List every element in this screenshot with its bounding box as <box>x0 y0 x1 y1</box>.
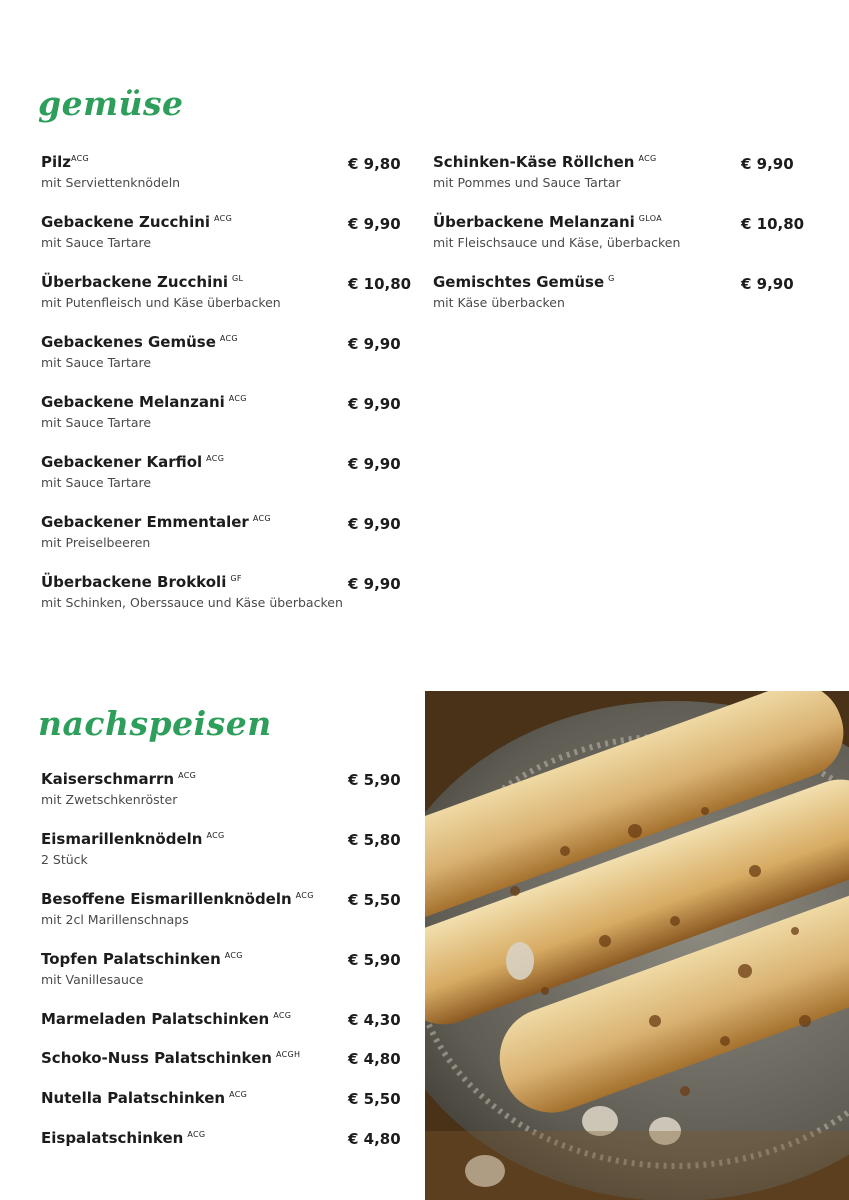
item-name: Eispalatschinken <box>41 1129 184 1147</box>
menu-item <box>41 830 224 867</box>
item-name: Eismarillenknödeln <box>41 830 203 848</box>
allergen-codes: ACG <box>206 454 225 463</box>
menu-item <box>41 333 238 370</box>
menu-item <box>41 513 271 550</box>
menu-item <box>433 273 615 310</box>
menu-item <box>433 153 657 190</box>
item-description: mit Schinken, Oberssauce und Käse überbacken <box>41 595 343 610</box>
item-description: mit Käse überbacken <box>433 295 565 310</box>
item-price: € 9,90 <box>348 455 401 473</box>
item-description: mit Zwetschkenröster <box>41 792 178 807</box>
allergen-codes: ACG <box>252 514 271 523</box>
item-name: Überbackene Melanzani <box>433 213 635 231</box>
item-name: Gebackener Karfiol <box>41 453 203 471</box>
item-price: € 10,80 <box>348 275 412 293</box>
item-description: mit Sauce Tartare <box>41 415 152 430</box>
menu-item <box>41 950 243 987</box>
item-description: mit Putenfleisch und Käse überbacken <box>41 295 281 310</box>
item-description: mit 2cl Marillenschnaps <box>41 912 189 927</box>
item-name: Schoko-Nuss Palatschinken <box>41 1049 272 1067</box>
item-description: mit Serviettenknödeln <box>41 175 181 190</box>
allergen-codes: GF <box>230 574 242 583</box>
item-price: € 5,50 <box>348 1090 401 1108</box>
menu-item <box>41 1129 205 1147</box>
item-price: € 9,90 <box>741 275 794 293</box>
item-price: € 9,90 <box>348 575 401 593</box>
item-description: mit Fleischsauce und Käse, überbacken <box>433 235 681 250</box>
item-name: Marmeladen Palatschinken <box>41 1010 270 1028</box>
menu-item <box>433 213 680 250</box>
item-price: € 9,90 <box>348 395 401 413</box>
item-description: mit Sauce Tartare <box>41 355 152 370</box>
item-name: Gebackene Melanzani <box>41 393 225 411</box>
item-name: Überbackene Zucchini <box>41 273 229 291</box>
menu-item <box>41 890 314 927</box>
item-price: € 5,90 <box>348 951 401 969</box>
item-name: Gebackenes Gemüse <box>41 333 216 351</box>
item-description: mit Pommes und Sauce Tartar <box>433 175 621 190</box>
allergen-codes: ACG <box>638 154 657 163</box>
menu-item <box>41 453 224 490</box>
item-name: Gemischtes Gemüse <box>433 273 605 291</box>
item-name: Gebackene Zucchini <box>41 213 211 231</box>
allergen-codes: ACG <box>214 214 233 223</box>
item-price: € 9,90 <box>348 215 401 233</box>
allergen-codes: GLOA <box>638 214 662 223</box>
menu-item <box>41 273 281 310</box>
allergen-codes: G <box>608 274 615 283</box>
item-price: € 10,80 <box>741 215 805 233</box>
item-price: € 5,90 <box>348 771 401 789</box>
allergen-codes: ACG <box>206 831 225 840</box>
item-price: € 9,90 <box>348 335 401 353</box>
item-description: 2 Stück <box>41 852 88 867</box>
item-price: € 9,90 <box>348 515 401 533</box>
allergen-codes: ACG <box>229 1090 248 1099</box>
item-name: Nutella Palatschinken <box>41 1089 226 1107</box>
item-description: mit Sauce Tartare <box>41 475 152 490</box>
menu-item <box>41 1010 291 1028</box>
allergen-codes: ACG <box>228 394 247 403</box>
item-price: € 5,50 <box>348 891 401 909</box>
item-price: € 4,30 <box>348 1011 401 1029</box>
item-price: € 5,80 <box>348 831 401 849</box>
item-price: € 4,80 <box>348 1050 401 1068</box>
item-name: Pilz <box>41 153 72 171</box>
item-price: € 4,80 <box>348 1130 401 1148</box>
allergen-codes: ACG <box>71 154 90 163</box>
item-name: Überbackene Brokkoli <box>41 573 227 591</box>
item-price: € 9,80 <box>348 155 401 173</box>
item-name: Topfen Palatschinken <box>41 950 221 968</box>
item-price: € 9,90 <box>741 155 794 173</box>
allergen-codes: ACG <box>273 1011 292 1020</box>
menu-item <box>41 770 196 807</box>
item-description: mit Vanillesauce <box>41 972 144 987</box>
allergen-codes: ACG <box>178 771 197 780</box>
menu-item <box>41 573 343 610</box>
menu-item <box>41 153 180 190</box>
allergen-codes: GL <box>232 274 244 283</box>
allergen-codes: ACG <box>219 334 238 343</box>
item-name: Kaiserschmarrn <box>41 770 175 788</box>
menu-item <box>41 1089 247 1107</box>
item-description: mit Sauce Tartare <box>41 235 152 250</box>
menu-item <box>41 213 232 250</box>
pancakes-photo <box>425 691 849 1200</box>
allergen-codes: ACG <box>224 951 243 960</box>
menu-item <box>41 393 247 430</box>
item-name: Besoffene Eismarillenknödeln <box>41 890 292 908</box>
item-name: Schinken-Käse Röllchen <box>433 153 635 171</box>
allergen-codes: ACG <box>187 1130 206 1139</box>
section-title-nachspeisen: nachspeisen <box>38 704 272 743</box>
item-name: Gebackener Emmentaler <box>41 513 249 531</box>
allergen-codes: ACGH <box>275 1050 301 1059</box>
allergen-codes: ACG <box>295 891 314 900</box>
section-title-gemuese: gemüse <box>38 84 184 123</box>
menu-item <box>41 1049 300 1067</box>
item-description: mit Preiselbeeren <box>41 535 151 550</box>
